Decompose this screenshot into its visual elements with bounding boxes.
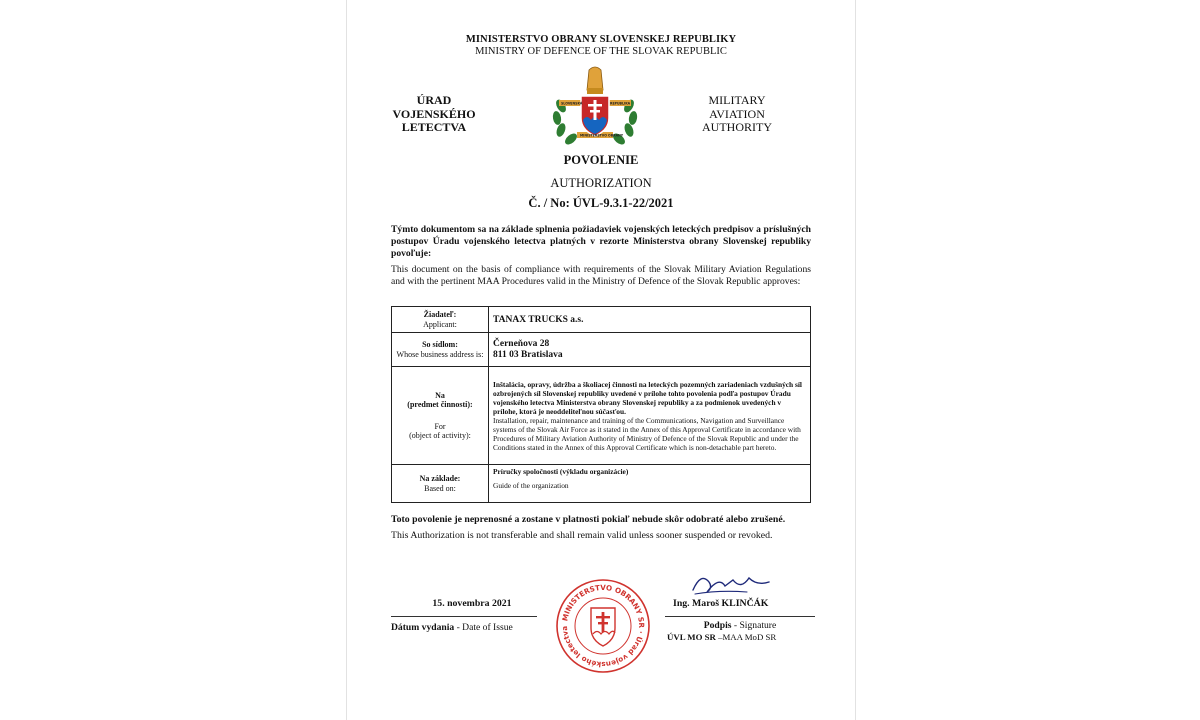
activity-label-en-2: (object of activity): xyxy=(409,431,471,440)
signature-label-en: - Signature xyxy=(731,620,777,631)
emblem-text-right: REPUBLIKA xyxy=(610,101,631,106)
table-row xyxy=(392,307,811,333)
signer-organization xyxy=(667,632,817,642)
table-row xyxy=(392,465,811,503)
basis-label-sk: Na základe: xyxy=(419,474,461,483)
address-street: Černeňova 28 xyxy=(493,338,550,349)
official-stamp xyxy=(555,578,651,674)
signature-line-divider xyxy=(665,616,815,617)
validity-statement-en: This Authorization is not transferable and shall remain valid unless sooner suspended or revoked. xyxy=(391,530,773,541)
date-line-divider xyxy=(391,616,537,617)
address-label-sk: So sídlom: xyxy=(422,340,458,349)
ministry-emblem-icon xyxy=(547,66,643,150)
address-city: 811 03 Bratislava xyxy=(493,349,563,360)
authority-line: MILITARY xyxy=(708,93,766,107)
authorization-number: Č. / No: ÚVL-9.3.1-22/2021 xyxy=(528,196,674,210)
address-value xyxy=(489,333,811,367)
authority-line: AVIATION xyxy=(709,106,765,121)
emblem-text-left: SLOVENSKÁ xyxy=(561,101,583,106)
activity-label-sk-2: (predmet činnosti): xyxy=(407,400,473,409)
authority-line: VOJENSKÉHO xyxy=(392,106,476,121)
signature-label-sk: Podpis xyxy=(703,620,732,631)
applicant-value: TANAX TRUCKS a.s. xyxy=(489,307,811,333)
ministry-title-en: MINISTRY OF DEFENCE OF THE SLOVAK REPUBLIC xyxy=(475,46,727,57)
issue-date-label-sk: Dátum vydania xyxy=(391,622,455,633)
authority-line: ÚRAD xyxy=(416,93,452,107)
applicant-label-en: Applicant: xyxy=(423,319,457,329)
signer-org-sk: ÚVL MO SR xyxy=(667,632,716,642)
basis-en: Guide of the organization xyxy=(493,481,569,490)
table-row xyxy=(392,367,811,465)
document-page xyxy=(346,0,856,720)
title-en: AUTHORIZATION xyxy=(550,176,652,190)
signer-name: Ing. Maroš KLINČÁK xyxy=(673,598,769,609)
issue-date: 15. novembra 2021 xyxy=(432,598,512,609)
basis-value xyxy=(489,465,811,503)
applicant-label xyxy=(392,307,489,333)
activity-label-en: For xyxy=(434,421,446,431)
activity-label-sk: Na xyxy=(435,390,445,400)
authority-line: LETECTVA xyxy=(401,120,467,134)
ministry-title-sk: MINISTERSTVO OBRANY SLOVENSKEJ REPUBLIKY xyxy=(465,34,737,45)
address-label-en: Whose business address is: xyxy=(396,349,484,359)
emblem-text-bottom: MINISTERSTVO OBRANY xyxy=(580,133,624,138)
signature-label xyxy=(665,620,815,631)
applicant-label-sk: Žiadateľ: xyxy=(423,310,457,319)
activity-description-sk: Inštalácia, opravy, údržba a školiacej činnosti na leteckých pozemných zariadeniach vzdušných síl ozbrojených síl Slovenskej republiky uvedené v prílohe tohto povolenia podľa postupov Úradu vojenského letectva Ministerstva obrany Slovenskej republiky a za podmienok uvedených v prílohe, ktorá je neoddeliteľnou súčasťou. xyxy=(493,379,802,416)
title-sk: POVOLENIE xyxy=(563,153,639,167)
authorization-table xyxy=(391,306,811,503)
validity-statement-sk: Toto povolenie je neprenosné a zostane v platnosti pokiaľ nebude skôr odobraté alebo zrušené. xyxy=(391,514,786,525)
table-row xyxy=(392,333,811,367)
issue-date-label-en: - Date of Issue xyxy=(454,622,513,633)
activity-description-en: Installation, repair, maintenance and training of the Communications, Navigation and Surveillance systems of the Slovak Air Force as it stated in the Annex of this Approval Certificate in accordance with Procedures of Military Aviation Authority of Ministry of Defence of the Slovak Republic and under the Conditions stated in the Annex of this Approval Certificate which is non-detachable part hereto. xyxy=(493,415,801,452)
signer-org-en: –MAA MoD SR xyxy=(715,632,777,642)
authority-name-en xyxy=(677,94,797,135)
handwritten-signature xyxy=(689,568,775,598)
basis-label xyxy=(392,465,489,503)
activity-value xyxy=(489,367,811,465)
intro-paragraph-en: This document on the basis of compliance with requirements of the Slovak Military Aviation Regulations and with the pertinent MAA Procedures valid in the Ministry of Defence of the Slovak Republic approves: xyxy=(391,264,811,287)
activity-label xyxy=(392,367,489,465)
address-label xyxy=(392,333,489,367)
authority-line: AUTHORITY xyxy=(702,120,772,134)
basis-label-en: Based on: xyxy=(424,483,456,493)
basis-sk: Príručky spoločnosti (výkladu organizácie) xyxy=(493,467,629,476)
intro-paragraph-sk: Týmto dokumentom sa na základe splnenia požiadaviek vojenských leteckých predpisov a príslušných postupov Úradu vojenského letectva platných v rezorte Ministerstva obrany Slovenskej republiky povoľuje: xyxy=(391,224,811,259)
issue-date-label xyxy=(391,622,551,633)
stamp-text: MINISTERSTVO OBRANY SR · Úrad vojenského letectva xyxy=(559,582,647,670)
authority-name-sk xyxy=(369,94,499,135)
